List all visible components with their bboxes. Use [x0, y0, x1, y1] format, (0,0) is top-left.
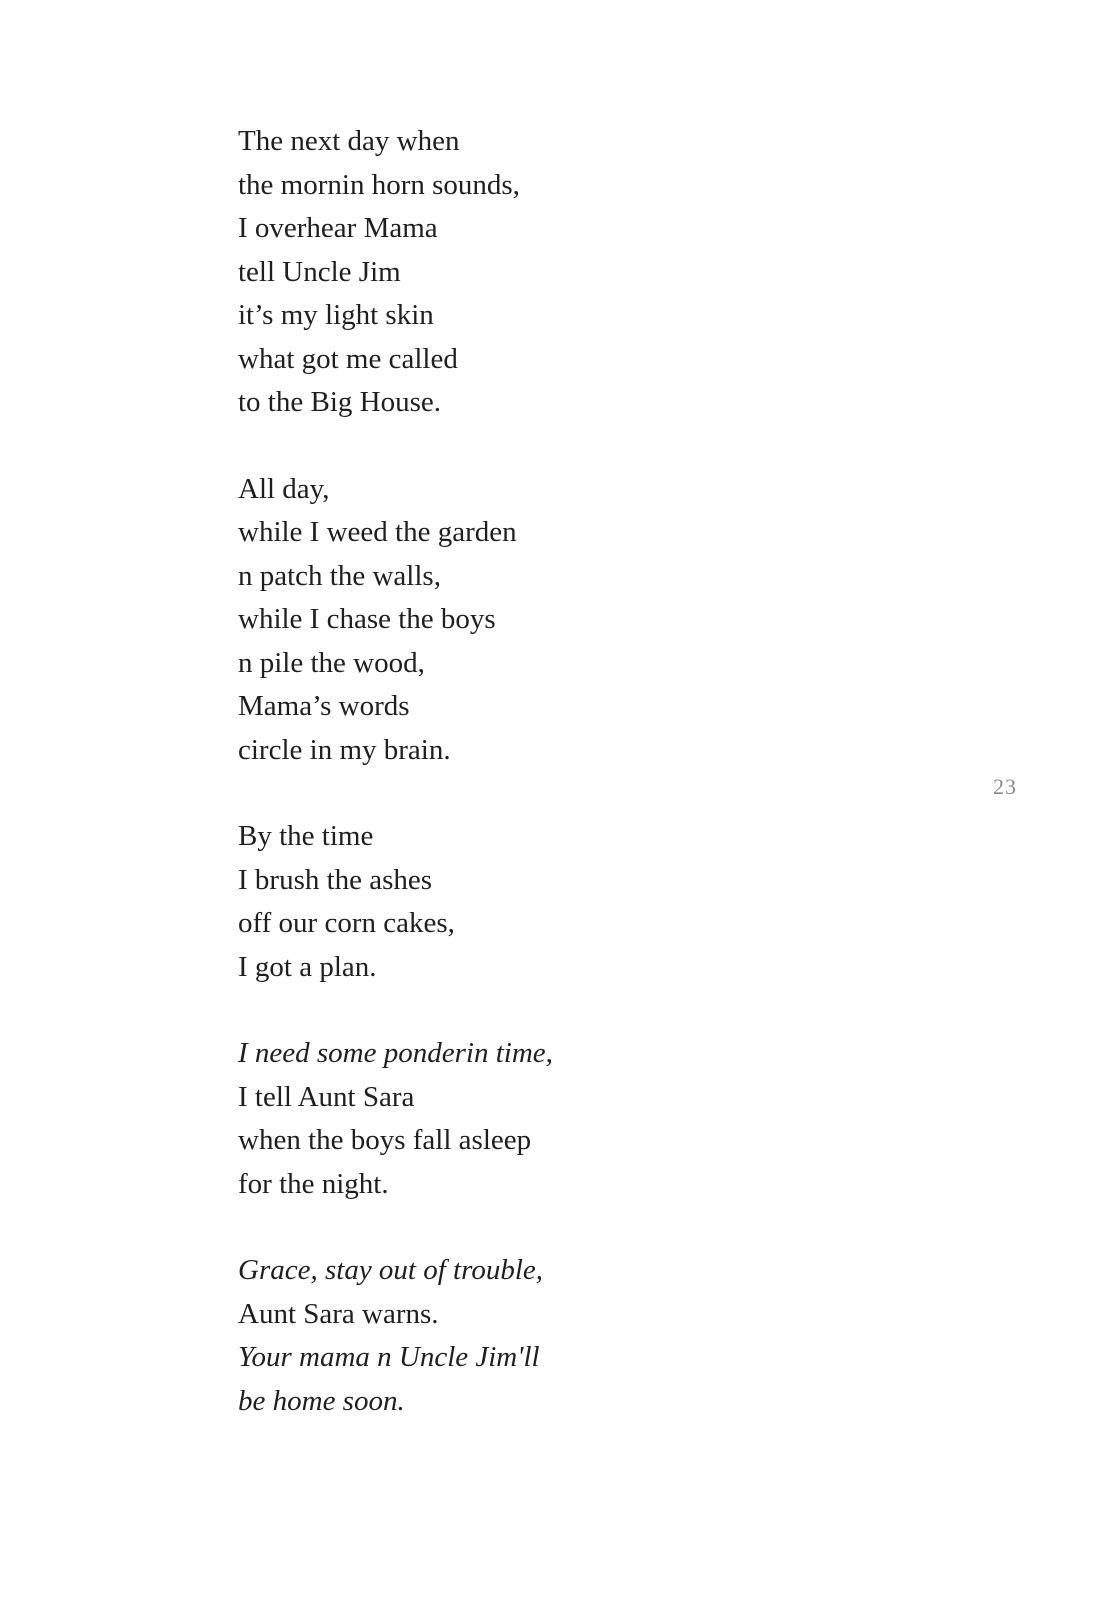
stanza-5 — [238, 1249, 838, 1423]
poem-line: tell Uncle Jim — [238, 255, 401, 288]
poem-line: I overhear Mama — [238, 212, 438, 244]
stanza-1 — [238, 120, 838, 425]
poem-line: the mornin horn sounds, — [238, 168, 520, 201]
poem-line: All day, — [238, 472, 330, 505]
poem-line: Aunt Sara warns. — [238, 1297, 439, 1330]
poem-line: By the time — [238, 820, 374, 852]
page-number: 23 — [993, 774, 1017, 799]
poem-line-italic: be home soon. — [238, 1384, 405, 1417]
poem-line-italic: I need some ponderin time, — [238, 1037, 553, 1069]
poem-body — [238, 120, 838, 1466]
poem-line: n patch the walls, — [238, 559, 441, 592]
poem-line: for the night. — [238, 1167, 389, 1200]
stanza-4 — [238, 1032, 838, 1206]
poem-line: off our corn cakes, — [238, 907, 455, 939]
poem-line: when the boys fall asleep — [238, 1124, 532, 1156]
poem-line: it’s my light skin — [238, 299, 434, 331]
poem-line: to the Big House. — [238, 386, 441, 418]
poem-line: circle in my brain. — [238, 733, 451, 766]
poem-line: I brush the ashes — [238, 863, 433, 896]
poem-line: while I weed the garden — [238, 516, 517, 548]
stanza-3 — [238, 815, 838, 989]
poem-line-italic: Your mama n Uncle Jim'll — [238, 1341, 540, 1373]
poem-line: while I chase the boys — [238, 603, 496, 635]
poem-line: I got a plan. — [238, 950, 377, 983]
poem-line: n pile the wood, — [238, 646, 425, 679]
poem-line: I tell Aunt Sara — [238, 1080, 415, 1113]
poem-line: Mama’s words — [238, 690, 410, 722]
poem-line-italic: Grace, stay out of trouble, — [238, 1254, 543, 1286]
stanza-2 — [238, 468, 838, 773]
poem-line: The next day when — [238, 125, 460, 157]
poem-line: what got me called — [238, 342, 458, 375]
